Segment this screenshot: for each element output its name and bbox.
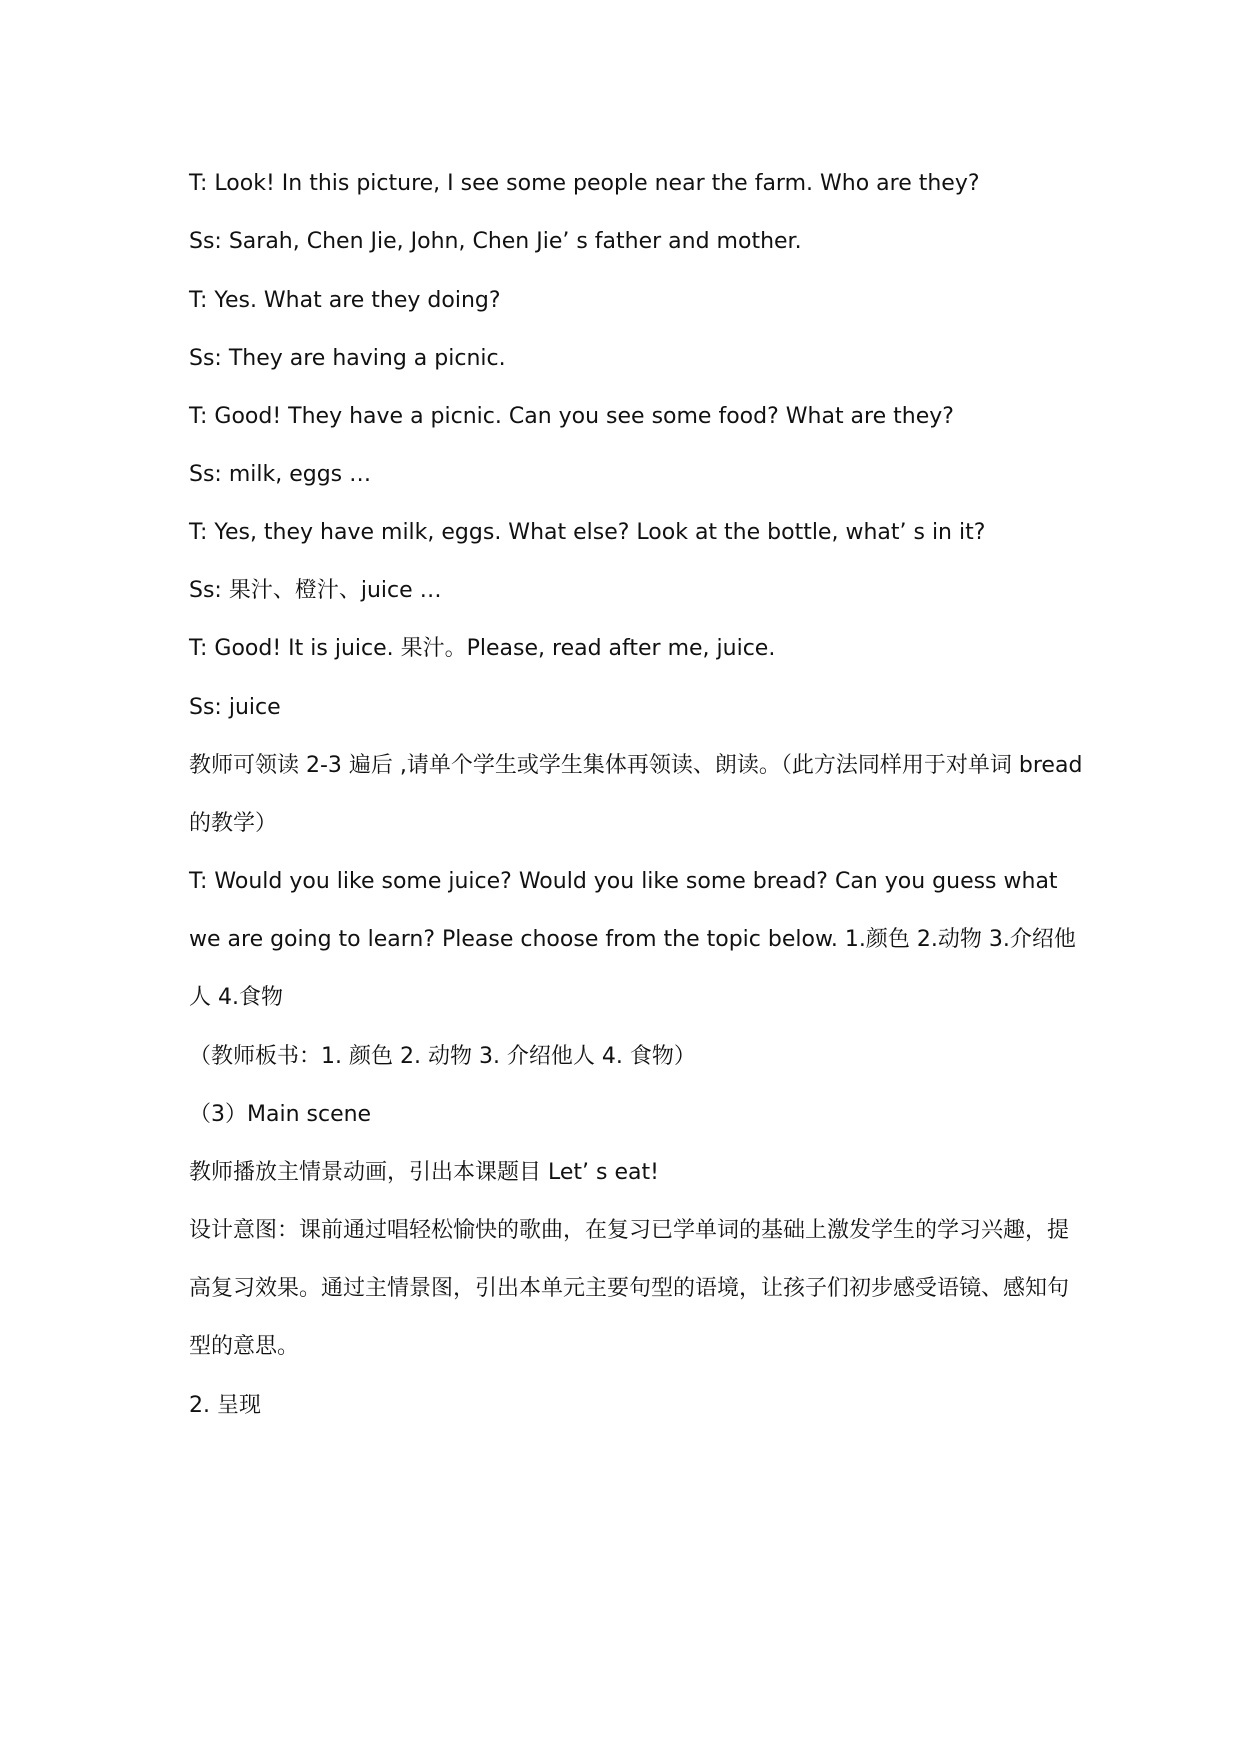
dialogue-line: T: Look! In this picture, I see some people near the farm. Who are they? <box>189 171 980 196</box>
dialogue-line: 人 4.食物 <box>189 985 283 1010</box>
dialogue-line: we are going to learn? Please choose from the topic below. 1.颜色 2.动物 3.介绍他 <box>189 927 1076 952</box>
board-note-line: （教师板书：1. 颜色 2. 动物 3. 介绍他人 4. 食物） <box>189 1044 696 1069</box>
instruction-line: 教师可领读 2-3 遍后 ,请单个学生或学生集体再领读、朗读。（此方法同样用于对单词 bread <box>189 753 1083 778</box>
dialogue-line: Ss: They are having a picnic. <box>189 346 506 371</box>
dialogue-line: Ss: milk, eggs … <box>189 462 372 487</box>
section-heading: 2. 呈现 <box>189 1393 261 1418</box>
dialogue-line: Ss: 果汁、橙汁、juice … <box>189 578 442 603</box>
dialogue-line: T: Good! It is juice. 果汁。Please, read after me, juice. <box>189 636 776 661</box>
design-intent-line: 设计意图：课前通过唱轻松愉快的歌曲，在复习已学单词的基础上激发学生的学习兴趣，提 <box>189 1218 1070 1243</box>
instruction-line: 的教学） <box>189 811 278 836</box>
dialogue-line: Ss: Sarah, Chen Jie, John, Chen Jie’ s father and mother. <box>189 229 802 254</box>
instruction-line: 教师播放主情景动画，引出本课题目 Let’ s eat! <box>189 1160 659 1185</box>
design-intent-line: 型的意思。 <box>189 1334 300 1359</box>
dialogue-line: T: Yes, they have milk, eggs. What else? Look at the bottle, what’ s in it? <box>189 520 986 545</box>
dialogue-line: T: Would you like some juice? Would you like some bread? Can you guess what <box>189 869 1058 894</box>
dialogue-line: Ss: juice <box>189 695 281 720</box>
dialogue-line: T: Good! They have a picnic. Can you see some food? What are they? <box>189 404 954 429</box>
section-heading: （3）Main scene <box>189 1102 372 1127</box>
dialogue-line: T: Yes. What are they doing? <box>189 288 501 313</box>
design-intent-line: 高复习效果。通过主情景图，引出本单元主要句型的语境，让孩子们初步感受语镜、感知句 <box>189 1276 1070 1301</box>
